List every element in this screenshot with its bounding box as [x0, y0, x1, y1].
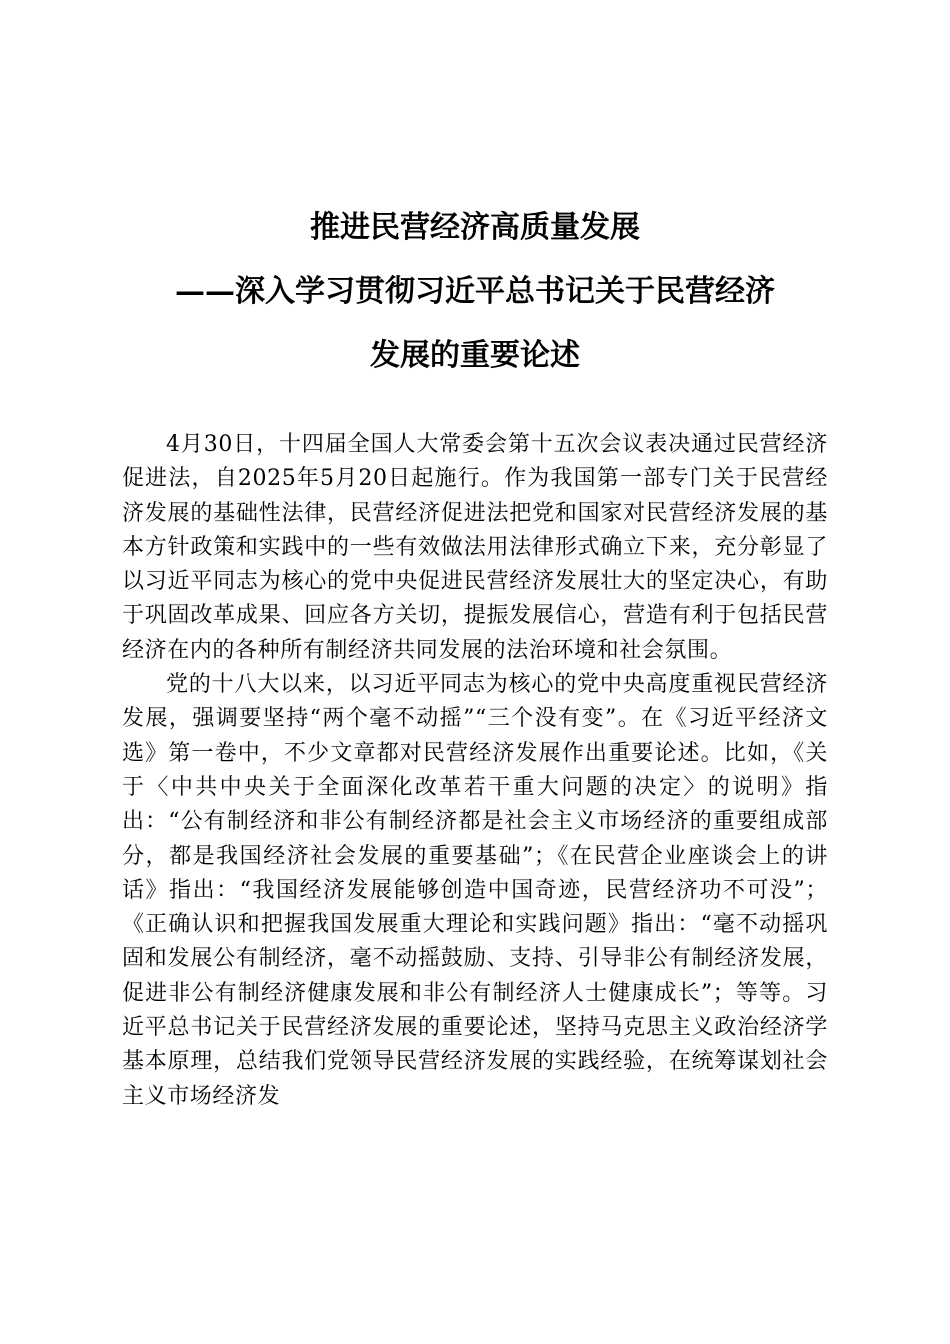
document-title: [100, 196, 850, 388]
paragraph-1: 4月30日，十四届全国人大常委会第十五次会议表决通过民营经济促进法，自2025年5月20日起施行。作为我国第一部专门关于民营经济发展的基础性法律，民营经济促进法把党和国家对民营经济发展的基本方针政策和实践中的一些有效做法用法律形式确立下来，充分彰显了以习近平同志为核心的党中央促进民营经济发展壮大的坚定决心，有助于巩固改革成果、回应各方关切，提振发展信心，营造有利于包括民营经济在内的各种所有制经济共同发展的法治环境和社会氛围。: [122, 432, 828, 663]
title-subtitle-line2: 发展的重要论述: [370, 338, 580, 373]
title-main: 推进民营经济高质量发展: [310, 210, 640, 245]
paragraph-2: 党的十八大以来，以习近平同志为核心的党中央高度重视民营经济发展，强调要坚持“两个毫不动摇”“三个没有变”。在《习近平经济文选》第一卷中，不少文章都对民营经济发展作出重要论述。比如，《关于〈中共中央关于全面深化改革若干重大问题的决定〉的说明》指出：“公有制经济和非公有制经济都是社会主义市场经济的重要组成部分，都是我国经济社会发展的重要基础”；《在民营企业座谈会上的讲话》指出：“我国经济发展能够创造中国奇迹，民营经济功不可没”；《正确认识和把握我国发展重大理论和实践问题》指出：“毫不动摇巩固和发展公有制经济，毫不动摇鼓励、支持、引导非公有制经济发展，促进非公有制经济健康发展和非公有制经济人士健康成长”；等等。习近平总书记关于民营经济发展的重要论述，坚持马克思主义政治经济学基本原理，总结我们党领导民营经济发展的实践经验，在统筹谋划社会主义市场经济发: [122, 672, 828, 1109]
title-subtitle-line1: ——深入学习贯彻习近平总书记关于民营经济: [175, 274, 775, 309]
document-body: [122, 428, 828, 1114]
